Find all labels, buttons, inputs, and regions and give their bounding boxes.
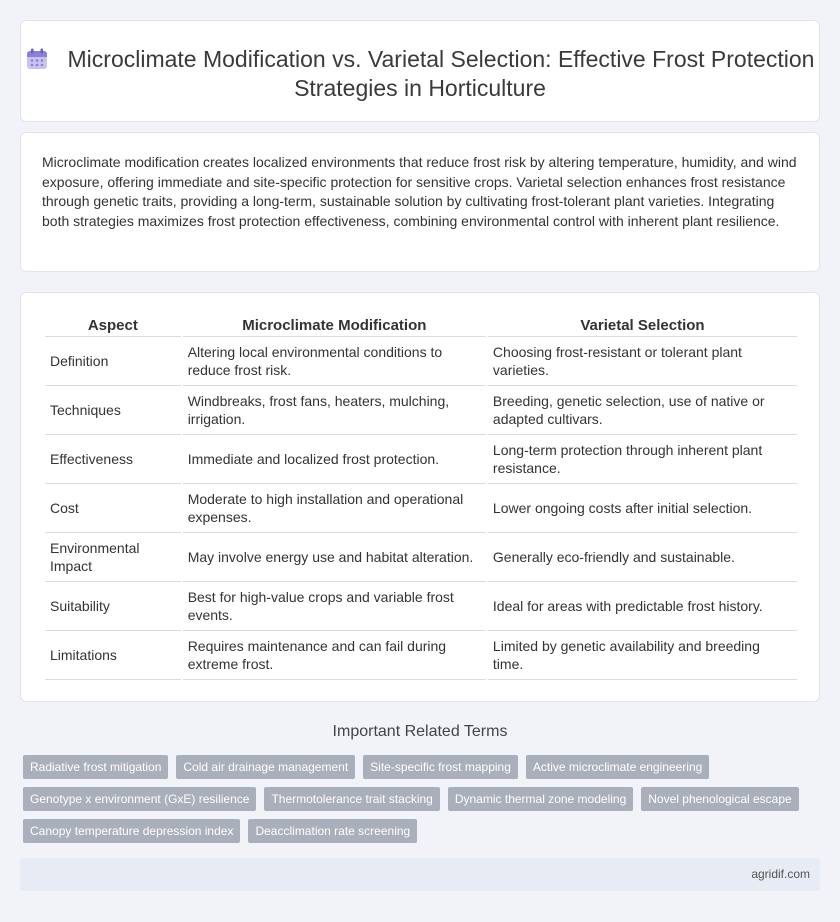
table-row (45, 582, 797, 631)
related-term-tag[interactable]: Site-specific frost mapping (363, 755, 518, 779)
row-microclimate: Requires maintenance and can fail during extreme frost. (183, 631, 486, 680)
table-row (45, 435, 797, 484)
header-varietal: Varietal Selection (488, 315, 797, 337)
related-term-tag[interactable]: Radiative frost mitigation (23, 755, 168, 779)
row-microclimate: Immediate and localized frost protection. (183, 435, 486, 484)
related-term-tag[interactable]: Dynamic thermal zone modeling (448, 787, 633, 811)
page-title-text: Microclimate Modification vs. Varietal Selection: Effective Frost Protection Strategies in Horticulture (67, 46, 815, 101)
page-title (21, 45, 819, 103)
comparison-card (20, 292, 820, 702)
table-row (45, 631, 797, 680)
row-aspect: Cost (45, 484, 181, 533)
row-aspect: Definition (45, 337, 181, 386)
footer-site-link[interactable]: agridif.com (751, 867, 810, 881)
comparison-table (43, 315, 799, 680)
related-term-tag[interactable]: Cold air drainage management (176, 755, 355, 779)
related-terms-title: Important Related Terms (332, 723, 508, 740)
row-aspect: Techniques (45, 386, 181, 435)
row-microclimate: Windbreaks, frost fans, heaters, mulching, irrigation. (183, 386, 486, 435)
related-term-tag[interactable]: Novel phenological escape (641, 787, 798, 811)
row-varietal: Limited by genetic availability and breeding time. (488, 631, 797, 680)
row-aspect: Suitability (45, 582, 181, 631)
row-varietal: Lower ongoing costs after initial selection. (488, 484, 797, 533)
intro-paragraph: Microclimate modification creates localized environments that reduce frost risk by altering temperature, humidity, and wind exposure, offering immediate and site-specific protection for sensitive crops. Varietal selection enhances frost resistance through genetic traits, providing a long-term, sustainable solution by cultivating frost-tolerant plant varieties. Integrating both strategies maximizes frost protection effectiveness, combining environmental control with inherent plant resilience. (42, 154, 797, 229)
row-aspect: Environmental Impact (45, 533, 181, 582)
header-aspect: Aspect (45, 315, 181, 337)
row-varietal: Ideal for areas with predictable frost history. (488, 582, 797, 631)
row-varietal: Generally eco-friendly and sustainable. (488, 533, 797, 582)
table-header-row (45, 315, 797, 337)
related-term-tag[interactable]: Canopy temperature depression index (23, 819, 240, 843)
row-aspect: Effectiveness (45, 435, 181, 484)
row-microclimate: Best for high-value crops and variable frost events. (183, 582, 486, 631)
row-varietal: Choosing frost-resistant or tolerant plant varieties. (488, 337, 797, 386)
table-row (45, 484, 797, 533)
table-row (45, 533, 797, 582)
footer (20, 858, 820, 891)
intro-card (20, 132, 820, 272)
row-microclimate: Moderate to high installation and operational expenses. (183, 484, 486, 533)
related-terms-list (23, 755, 823, 843)
related-term-tag[interactable]: Thermotolerance trait stacking (264, 787, 439, 811)
row-microclimate: Altering local environmental conditions to reduce frost risk. (183, 337, 486, 386)
row-varietal: Long-term protection through inherent plant resistance. (488, 435, 797, 484)
table-row (45, 386, 797, 435)
related-term-tag[interactable]: Genotype x environment (GxE) resilience (23, 787, 256, 811)
row-aspect: Limitations (45, 631, 181, 680)
header-microclimate: Microclimate Modification (183, 315, 486, 337)
row-microclimate: May involve energy use and habitat alteration. (183, 533, 486, 582)
title-card (20, 20, 820, 122)
related-term-tag[interactable]: Deacclimation rate screening (248, 819, 417, 843)
related-term-tag[interactable]: Active microclimate engineering (526, 755, 709, 779)
calendar-icon (26, 48, 48, 70)
table-row (45, 337, 797, 386)
row-varietal: Breeding, genetic selection, use of native or adapted cultivars. (488, 386, 797, 435)
